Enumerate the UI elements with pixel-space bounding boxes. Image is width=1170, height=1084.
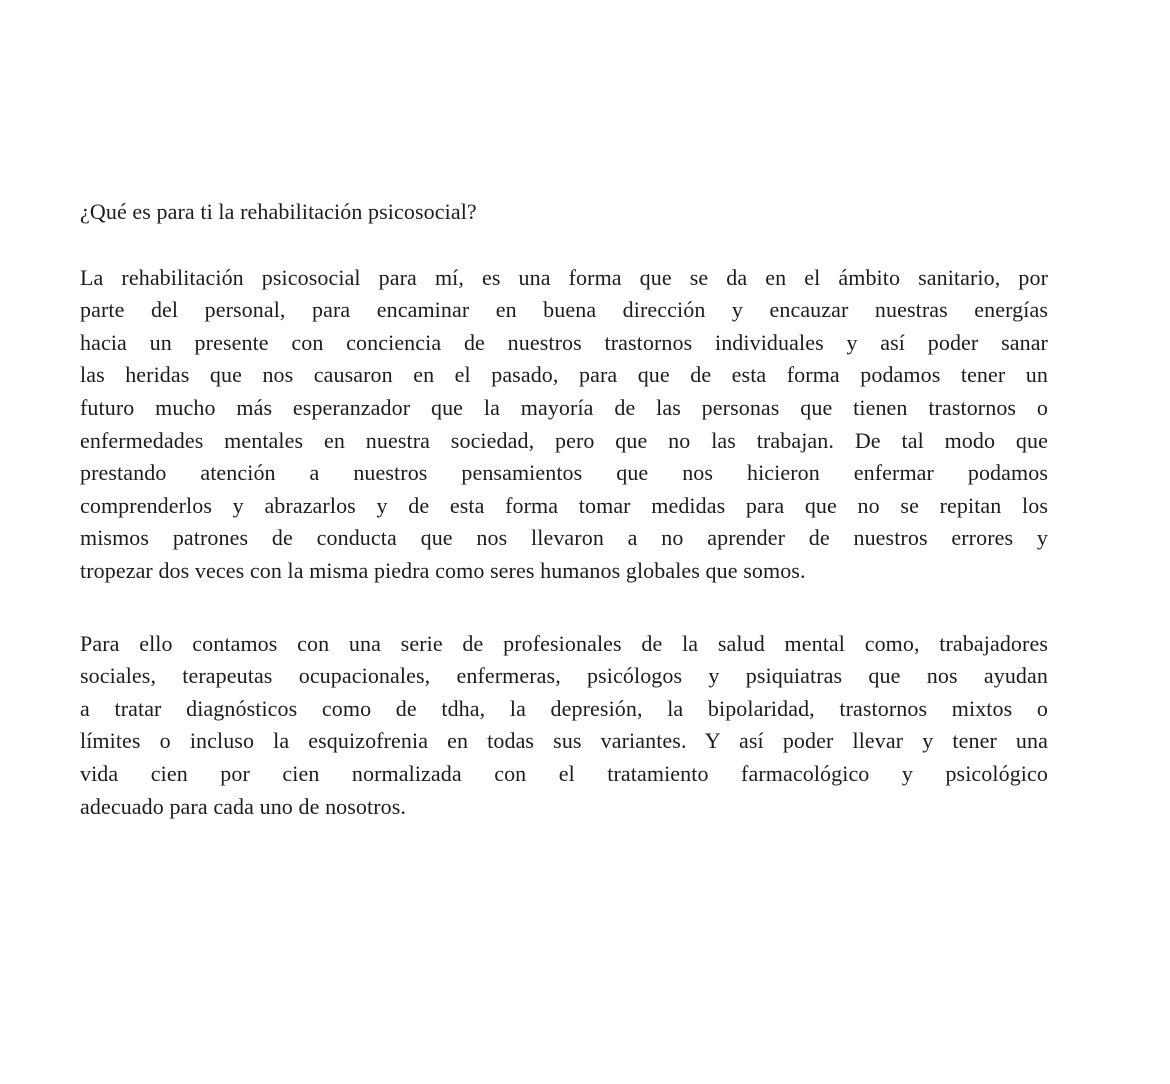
paragraph-2-line-3: a tratar diagnósticos como de tdha, la depresión, la bipolaridad, trastornos mixtos o	[80, 695, 1048, 721]
paragraph-1-line-7: prestando atención a nuestros pensamientos que nos hicieron enfermar podamos	[80, 460, 1048, 486]
paragraph-1-line-3: hacia un presente con conciencia de nuestros trastornos individuales y así poder sanar	[80, 329, 1048, 355]
document-text-block	[80, 196, 1048, 823]
paragraph-1	[80, 262, 1048, 588]
paragraph-2	[80, 628, 1048, 824]
paragraph-1-line-9: mismos patrones de conducta que nos llevaron a no aprender de nuestros errores y	[80, 525, 1048, 551]
paragraph-1-line-10: tropezar dos veces con la misma piedra como seres humanos globales que somos.	[80, 557, 806, 583]
paragraph-1-line-5: futuro mucho más esperanzador que la mayoría de las personas que tienen trastornos o	[80, 394, 1048, 420]
paragraph-1-line-4: las heridas que nos causaron en el pasado, para que de esta forma podamos tener un	[80, 362, 1048, 388]
question-heading: ¿Qué es para ti la rehabilitación psicosocial?	[80, 199, 477, 224]
paragraph-2-line-1: Para ello contamos con una serie de profesionales de la salud mental como, trabajadores	[80, 630, 1048, 656]
paragraph-1-line-8: comprenderlos y abrazarlos y de esta forma tomar medidas para que no se repitan los	[80, 492, 1048, 518]
paragraph-1-line-1: La rehabilitación psicosocial para mí, es una forma que se da en el ámbito sanitario, por	[80, 264, 1048, 290]
paragraph-1-line-2: parte del personal, para encaminar en buena dirección y encauzar nuestras energías	[80, 297, 1048, 323]
paragraph-2-line-4: límites o incluso la esquizofrenia en todas sus variantes. Y así poder llevar y tener una	[80, 728, 1048, 754]
paragraph-2-line-5: vida cien por cien normalizada con el tratamiento farmacológico y psicológico	[80, 760, 1048, 786]
paragraph-2-line-6: adecuado para cada uno de nosotros.	[80, 793, 407, 819]
paragraph-1-line-6: enfermedades mentales en nuestra sociedad, pero que no las trabajan. De tal modo que	[80, 427, 1048, 453]
paragraph-2-line-2: sociales, terapeutas ocupacionales, enfermeras, psicólogos y psiquiatras que nos ayudan	[80, 663, 1048, 689]
